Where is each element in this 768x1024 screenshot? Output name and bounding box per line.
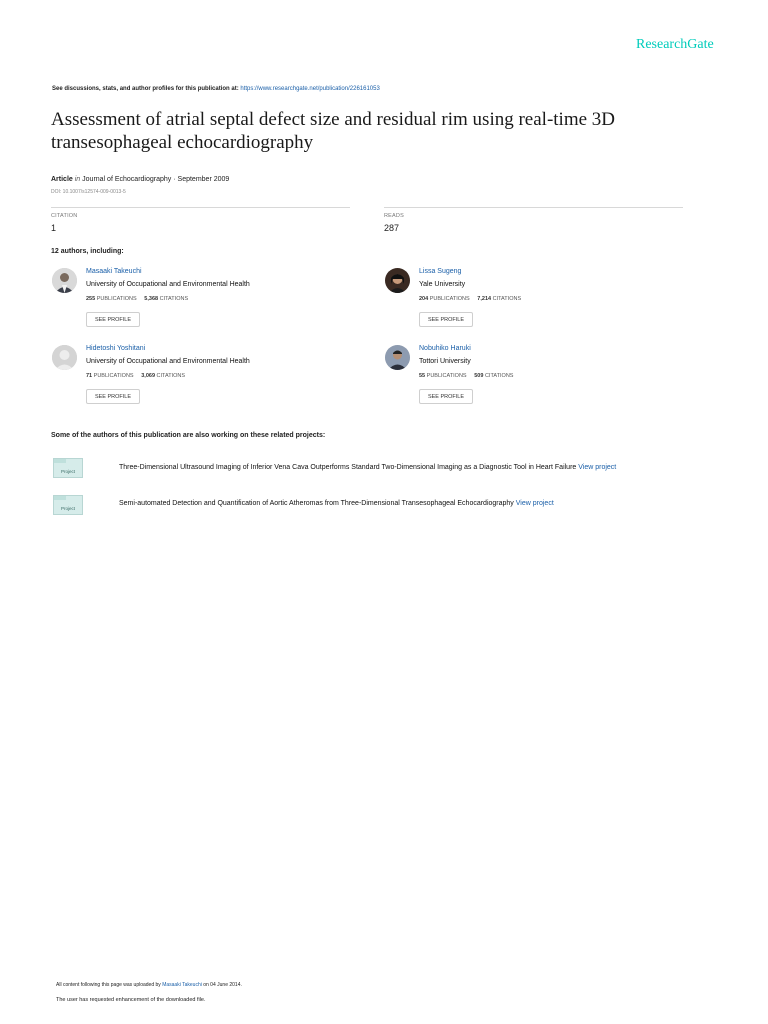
author-card [385,268,685,338]
view-project-link[interactable]: View project [515,500,554,507]
citations-count: 5,368 [144,296,159,302]
citations-label: CITATIONS [484,373,514,379]
citations-count: 3,069 [141,373,155,379]
publication-url-link[interactable]: https://www.researchgate.net/publication/226161053 [240,86,380,92]
author-institution: University of Occupational and Environmental Health [86,358,250,365]
upload-suffix: on 04 June 2014. [203,982,242,988]
citations-count: 7,214 [477,296,492,302]
upload-prefix: All content following this page was uploaded by [56,982,161,988]
author-stats [86,373,185,379]
author-institution: Yale University [419,281,466,288]
related-projects-heading: Some of the authors of this publication are also working on these related projects: [51,432,326,439]
publications-count: 255 [86,296,96,302]
reads-divider [384,207,683,208]
see-profile-button[interactable]: SEE PROFILE [86,312,140,327]
see-profile-button[interactable]: SEE PROFILE [86,389,140,404]
author-institution: Tottori University [419,358,471,365]
enhancement-note: The user has requested enhancement of the downloaded file. [56,997,206,1003]
date-separator: · [173,176,176,183]
publications-label: PUBLICATIONS [426,373,467,379]
person-photo-icon [385,268,410,293]
publication-type: Article [51,176,73,183]
author-avatar[interactable] [385,268,410,293]
citation-label: CITATION [51,213,78,219]
reads-value: 287 [384,223,400,233]
publications-count: 55 [419,373,426,379]
author-name-link[interactable]: Masaaki Takeuchi [86,268,142,275]
citations-label: CITATIONS [492,296,522,302]
author-stats [419,296,521,302]
author-stats [86,296,188,302]
author-name-link[interactable]: Lissa Sugeng [419,268,462,275]
author-avatar[interactable] [52,268,77,293]
authors-heading: 12 authors, including: [51,248,124,255]
person-photo-icon [385,345,410,370]
publications-label: PUBLICATIONS [429,296,470,302]
project-title: Semi-automated Detection and Quantification of Aortic Atheromas from Three-Dimensional Transesophageal Echocardiography [119,500,514,507]
project-item [119,464,616,471]
publication-date: September 2009 [177,176,230,183]
default-avatar-icon [52,345,77,370]
citation-divider [51,207,350,208]
uploader-link[interactable]: Masaaki Takeuchi [162,982,202,988]
author-card [385,345,685,415]
author-avatar[interactable] [52,345,77,370]
author-card [52,268,352,338]
in-word: in [74,176,81,183]
project-thumbnail-icon[interactable]: Project [53,495,83,515]
publication-meta [51,176,229,183]
citation-value: 1 [51,223,57,233]
citations-label: CITATIONS [159,296,189,302]
citations-count: 509 [474,373,484,379]
person-photo-icon [52,268,77,293]
publications-label: PUBLICATIONS [93,373,134,379]
discussion-prefix: See discussions, stats, and author profiles for this publication at: [52,86,239,92]
publications-count: 71 [86,373,93,379]
publications-label: PUBLICATIONS [96,296,137,302]
publication-doi: DOI: 10.1007/s12574-009-0013-5 [51,189,126,195]
publications-count: 204 [419,296,429,302]
publication-title: Assessment of atrial septal defect size and residual rim using real-time 3D transesophageal echocardiography [51,109,616,153]
author-card [52,345,352,415]
see-profile-button[interactable]: SEE PROFILE [419,389,473,404]
reads-label: READS [384,213,404,219]
upload-note [56,982,242,988]
researchgate-logo[interactable]: ResearchGate [636,37,714,52]
author-stats [419,373,513,379]
project-thumbnail-icon[interactable]: Project [53,458,83,478]
author-name-link[interactable]: Nobuhiko Haruki [419,345,471,352]
author-name-link[interactable]: Hidetoshi Yoshitani [86,345,146,352]
discussion-line [52,86,380,92]
author-avatar[interactable] [385,345,410,370]
author-institution: University of Occupational and Environmental Health [86,281,250,288]
view-project-link[interactable]: View project [578,464,617,471]
citations-label: CITATIONS [156,373,186,379]
see-profile-button[interactable]: SEE PROFILE [419,312,473,327]
project-item [119,500,554,507]
journal-name: Journal of Echocardiography [82,176,172,183]
project-title: Three-Dimensional Ultrasound Imaging of Inferior Vena Cava Outperforms Standard Two-Dimensional Imaging as a Diagnostic Tool in Heart Failure [119,464,577,471]
